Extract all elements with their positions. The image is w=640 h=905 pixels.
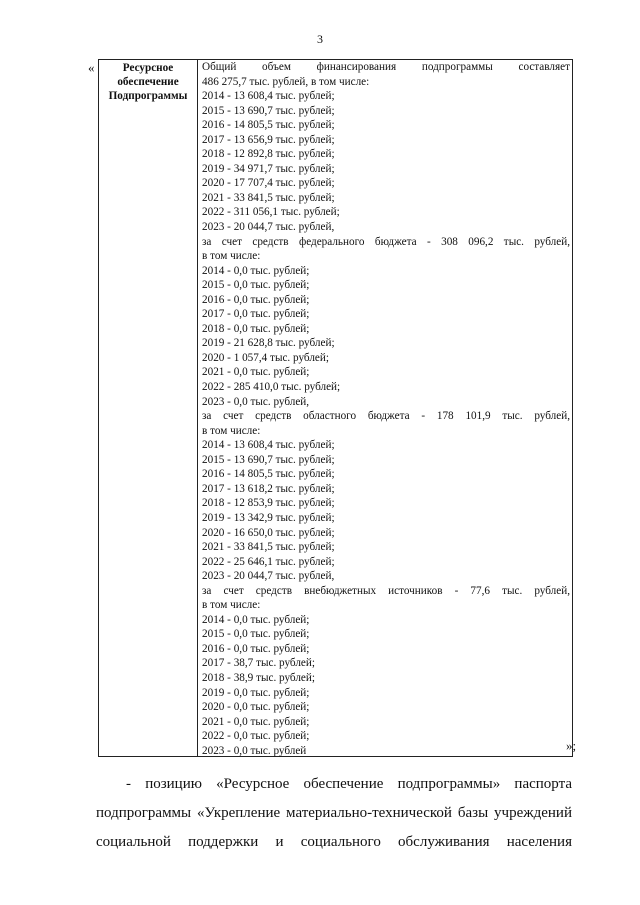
table-content-cell [199,60,572,756]
label-line: Ресурсное [122,62,174,74]
year-line: 2020 - 16 650,0 тыс. рублей; [202,526,335,539]
offbudget-years-list [202,613,570,758]
year-line: 2019 - 0,0 тыс. рублей; [202,686,310,699]
year-line: 2021 - 0,0 тыс. рублей; [202,366,310,379]
resource-table [98,59,573,757]
year-line: 2014 - 0,0 тыс. рублей; [202,264,310,277]
year-line: 2021 - 33 841,5 тыс. рублей; [202,541,335,554]
year-line: 2017 - 38,7 тыс. рублей; [202,657,315,670]
year-line: 2020 - 17 707,4 тыс. рублей; [202,177,335,190]
body-line: подпрограммы «Укрепление материально-технической базы учреждений [96,805,572,821]
federal-years-list [202,264,570,409]
total-years-list [202,89,570,234]
year-line: 2016 - 0,0 тыс. рублей; [202,642,310,655]
year-line: 2017 - 13 618,2 тыс. рублей; [202,482,335,495]
year-line: 2015 - 0,0 тыс. рублей; [202,628,310,641]
year-line: 2018 - 38,9 тыс. рублей; [202,671,315,684]
year-line: 2022 - 311 056,1 тыс. рублей; [202,206,340,219]
year-line: 2018 - 0,0 тыс. рублей; [202,322,310,335]
year-line: 2019 - 21 628,8 тыс. рублей; [202,337,335,350]
year-line: 2021 - 0,0 тыс. рублей; [202,715,310,728]
year-line: 2023 - 20 044,7 тыс. рублей, [202,570,335,583]
year-line: 2023 - 0,0 тыс. рублей [202,744,307,757]
year-line: 2022 - 25 646,1 тыс. рублей; [202,555,335,568]
year-line: 2014 - 13 608,4 тыс. рублей; [202,439,335,452]
total-amount: 486 275,7 тыс. рублей, в том числе: [202,75,370,88]
year-line: 2022 - 285 410,0 тыс. рублей; [202,381,341,394]
year-line: 2019 - 34 971,7 тыс. рублей; [202,162,335,175]
year-line: 2022 - 0,0 тыс. рублей; [202,730,310,743]
body-line: социальной поддержки и социального обслуживания населения [96,834,572,850]
year-line: 2018 - 12 892,8 тыс. рублей; [202,148,335,161]
year-line: 2020 - 1 057,4 тыс. рублей; [202,351,329,364]
year-line: 2016 - 14 805,5 тыс. рублей; [202,119,335,132]
body-line: - позицию «Ресурсное обеспечение подпрограммы» паспорта [126,776,572,792]
close-quote: »; [566,738,577,753]
open-quote: « [88,60,95,75]
year-line: 2019 - 13 342,9 тыс. рублей; [202,511,335,524]
offbudget-tail: в том числе: [202,599,261,612]
year-line: 2017 - 13 656,9 тыс. рублей; [202,133,335,146]
label-line: обеспечение [117,76,179,88]
body-paragraph [96,770,572,857]
regional-tail: в том числе: [202,424,261,437]
year-line: 2018 - 12 853,9 тыс. рублей; [202,497,335,510]
federal-intro: за счет средств федерального бюджета - 308 096,2 тыс. рублей, [202,235,570,248]
year-line: 2023 - 0,0 тыс. рублей, [202,395,310,408]
label-line: Подпрограммы [108,90,188,102]
year-line: 2016 - 0,0 тыс. рублей; [202,293,310,306]
regional-intro: за счет средств областного бюджета - 178 101,9 тыс. рублей, [202,410,570,423]
year-line: 2020 - 0,0 тыс. рублей; [202,701,310,714]
total-intro: Общий объем финансирования подпрограммы составляет [202,61,570,73]
year-line: 2015 - 13 690,7 тыс. рублей; [202,104,335,117]
regional-years-list [202,438,570,583]
year-line: 2016 - 14 805,5 тыс. рублей; [202,468,335,481]
year-line: 2014 - 13 608,4 тыс. рублей; [202,90,335,103]
page-number: 3 [317,32,323,46]
year-line: 2017 - 0,0 тыс. рублей; [202,308,310,321]
federal-tail: в том числе: [202,250,261,263]
offbudget-intro: за счет средств внебюджетных источников - 77,6 тыс. рублей, [202,584,570,597]
year-line: 2015 - 0,0 тыс. рублей; [202,279,310,292]
year-line: 2021 - 33 841,5 тыс. рублей; [202,191,335,204]
year-line: 2023 - 20 044,7 тыс. рублей, [202,221,335,234]
year-line: 2014 - 0,0 тыс. рублей; [202,613,310,626]
year-line: 2015 - 13 690,7 тыс. рублей; [202,453,335,466]
table-label-cell [99,60,198,756]
